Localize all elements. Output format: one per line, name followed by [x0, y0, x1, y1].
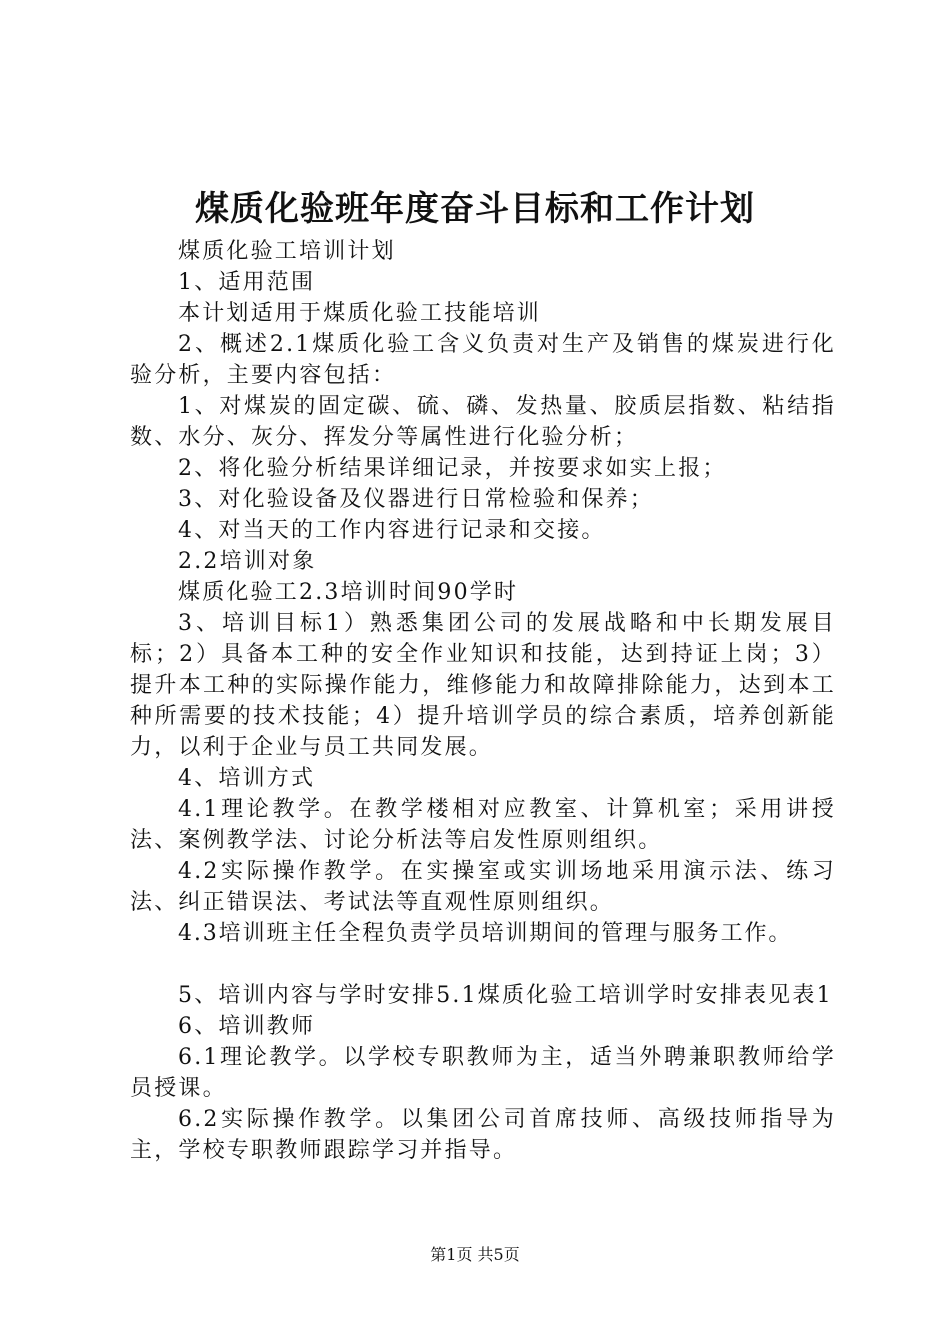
- paragraph: 4、培训方式: [178, 766, 316, 791]
- paragraph: 煤质化验工2.3培训时间90学时: [178, 580, 519, 605]
- paragraph: 4.2实际操作教学。在实操室或实训场地采用演示法、练习法、纠正错误法、考试法等直观性原则组织。: [130, 859, 836, 915]
- paragraph: 1、适用范围: [178, 270, 316, 295]
- paragraph: 4、对当天的工作内容进行记录和交接。: [178, 518, 606, 543]
- paragraph: 煤质化验工培训计划: [178, 239, 396, 264]
- paragraph: 本计划适用于煤质化验工技能培训: [178, 301, 542, 326]
- paragraph: 1、对煤炭的固定碳、硫、磷、发热量、胶质层指数、粘结指数、水分、灰分、挥发分等属性进行化验分析；: [130, 394, 836, 450]
- paragraph: 6.2实际操作教学。以集团公司首席技师、高级技师指导为主，学校专职教师跟踪学习并指导。: [130, 1107, 836, 1163]
- paragraph: 3、培训目标1）熟悉集团公司的发展战略和中长期发展目标；2）具备本工种的安全作业知识和技能，达到持证上岗；3）提升本工种的实际操作能力，维修能力和故障排除能力，达到本工种所需要的技术技能；4）提升培训学员的综合素质，培养创新能力，以利于企业与员工共同发展。: [130, 611, 836, 760]
- blank-line: [130, 949, 836, 980]
- paragraph: 4.1理论教学。在教学楼相对应教室、计算机室；采用讲授法、案例教学法、讨论分析法等启发性原则组织。: [130, 797, 836, 853]
- paragraph: 6.1理论教学。以学校专职教师为主，适当外聘兼职教师给学员授课。: [130, 1045, 836, 1101]
- document-title: 煤质化验班年度奋斗目标和工作计划: [195, 189, 755, 229]
- document-body: [130, 236, 836, 1166]
- paragraph: 4.3培训班主任全程负责学员培训期间的管理与服务工作。: [178, 921, 793, 946]
- paragraph: 3、对化验设备及仪器进行日常检验和保养；: [178, 487, 654, 512]
- paragraph: 6、培训教师: [178, 1014, 316, 1039]
- paragraph: 2、将化验分析结果详细记录，并按要求如实上报；: [178, 456, 727, 481]
- paragraph: 5、培训内容与学时安排5.1煤质化验工培训学时安排表见表1: [178, 983, 833, 1008]
- paragraph: 2.2培训对象: [178, 549, 317, 574]
- paragraph: 2、概述2.1煤质化验工含义负责对生产及销售的煤炭进行化验分析，主要内容包括：: [130, 332, 836, 388]
- page-number: 第1页 共5页: [430, 1245, 520, 1264]
